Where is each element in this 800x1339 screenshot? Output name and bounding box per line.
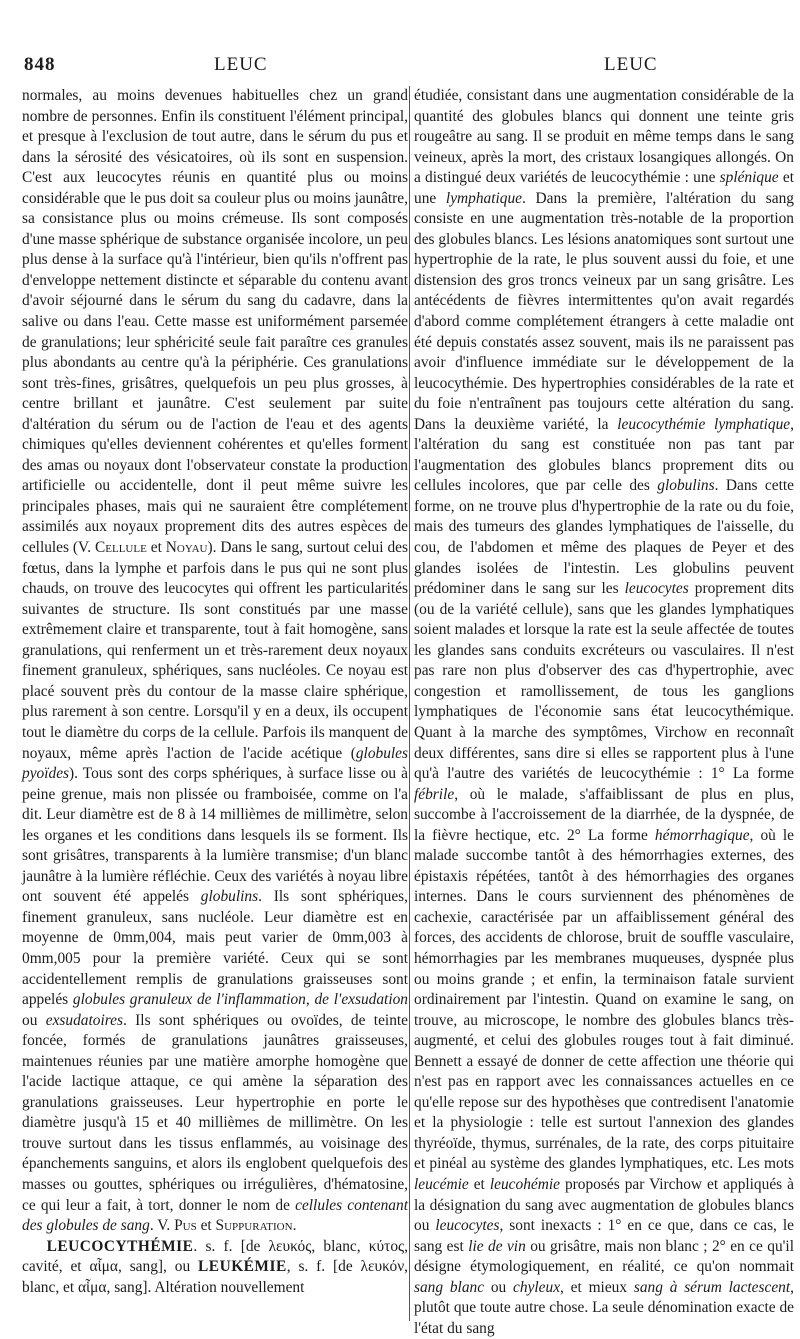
page-number: 848 [24, 54, 56, 75]
entry-leucocythemie: LEUCOCYTHÉMIE. s. f. [de λευκός, blanc, κύτος, cavité, et αἷμα, sang], ou LEUKÉMIE, s. f. [de λευκόν, blanc, et αἷμα, sang]. Altération nouvellement [22, 1237, 409, 1296]
cross-ref-cellule[interactable]: Cellule [94, 539, 147, 557]
left-body-text: normales, au moins devenues habituelles chez un grand nombre de personnes. Enfin ils constituent l'élément principal, et presque à l'exclusion de tout autre, dans le sérum du pus et dans la sérosité des vésicatoires, où ils sont en suspension. C'est aux leucocytes réunis en quantité plus ou moins considérable que le pus doit sa couleur plus ou moins jaunâtre, sa consistance plus ou moins crémeuse. Ils sont composés d'une masse sphérique de substance organisée incolore, un peu plus dense à la surface qu'à l'intérieur, bien qu'ils n'offrent pas d'enveloppe nettement distincte et séparable du contenu avant d'avoir séjourné dans le sérum du sang du cadavre, dans la salive ou dans l'eau. Cette masse est uniformément parsemée de granulations; leur sphéricité seule fait paraître ces granules plus abondants au centre qu'à la périphérie. Ces granulations sont très-fines, grisâtres, quelquefois un peu plus grosses, à centre brillant et jaunâtre. C'est seulement par suite d'altération du sérum ou de l'action de l'eau et des agents chimiques qu'elles deviennent cohérentes et qu'elles forment des amas ou noyaux dont l'observateur constate la production artificielle ou accidentelle, dont il peut même suivre les principales phases, mais qui ne sauraient être complétement assimilés aux noyaux proprement dits des autres espèces de cellules (V. Cellule et Noyau). Dans le sang, surtout celui des fœtus, dans la lymphe et parfois dans le pus qui ne sont plus chauds, on trouve des leucocytes qui offrent les particularités suivantes de structure. Ils sont constitués par une masse extrêmement claire et transparente, tout à fait homogène, sans granulations, qui renferment un et très-rarement deux noyaux finement granuleux, sphériques, sans nucléoles. Ce noyau est placé souvent près du contour de la masse claire sphérique, plus rarement à son centre. Lorsqu'il y en a deux, ils occupent tout le diamètre du corps de la cellule. Parfois ils manquent de noyaux, même après l'action de l'acide acétique (globules pyoïdes). Tous sont des corps sphériques, à surface lisse ou à peine grenue, mais non plissée ou framboisée, comme on l'a dit. Leur diamètre est de 8 à 14 millièmes de millimètre, selon les organes et les conditions dans lesquels ils se forment. Ils sont grisâtres, transparents à la lumière transmise; d'un blanc jaunâtre à la lumière réfléchie. Ceux des variétés à noyau libre ont souvent été appelés globulins. Ils sont sphériques, finement granuleux, sans nucléole. Leur diamètre est en moyenne de 0mm,004, mais peut varier de 0mm,003 à 0mm,005 pour la première variété. Ceux qui se sont accidentellement remplis de granulations graisseuses sont appelés globules granuleux de l'inflammation, de l'exsudation ou exsudatoires. Ils sont sphériques ou ovoïdes, de teinte foncée, formés de granulations jaunâtres graisseuses, maintenues réunies par une matière amorphe homogène que l'acide lactique attaque, ce qui amène la séparation des granulations graisseuses. Leur hypertrophie en porte le diamètre jusqu'à 15 et 40 millièmes de millimètre. On les trouve surtout dans les tissus enflammés, au voisinage des épanchements sanguins, et alors ils englobent quelquefois des masses ou gouttes, sphériques ou irrégulières, d'hématosine, ce qui leur a fait, à tort, donner le nom de cellules contenant des globules de sang. V. Pus et Suppuration. [22, 87, 408, 1235]
cross-ref-pus[interactable]: Pus [174, 1217, 197, 1235]
entry-headword: LEUCOCYTHÉMIE [46, 1237, 194, 1255]
cross-ref-suppuration[interactable]: Suppuration [215, 1217, 293, 1235]
text-columns [22, 86, 795, 1337]
running-header [24, 52, 786, 80]
right-running-head: LEUC [604, 54, 658, 75]
left-running-head: LEUC [214, 54, 268, 75]
entry-headword-alt: LEUKÉMIE [198, 1258, 287, 1276]
right-body-text: étudiée, consistant dans une augmentation considérable de la quantité des globules blancs qui donnent une teinte gris rougeâtre au sang. Il se produit en même temps dans le sang veineux, après la mort, des cristaux losangiques allongés. On a distingué deux variétés de leucocythémie : une splénique et une lymphatique. Dans la première, l'altération du sang consiste en une augmentation très-notable de la proportion des globules blancs. Les lésions anatomiques sont surtout une hypertrophie de la rate, le plus souvent aussi du foie, et une distension des gros troncs veineux par un sang grisâtre. Les antécédents de fièvres intermittentes qu'on avait regardés d'abord comme complétement étrangers à cette maladie ont été depuis constatés assez souvent, mais ils ne paraissent pas avoir d'influence immédiate sur le développement de la leucocythémie. Des hypertrophies considérables de la rate et du foie n'entraînent pas toujours cette altération du sang. Dans la deuxième variété, la leucocythémie lymphatique, l'altération du sang est constituée non pas tant par l'augmentation des globules blancs proprement dits ou cellules incolores, que par celle des globulins. Dans cette forme, on ne trouve plus d'hypertrophie de la rate ou du foie, mais des tumeurs des glandes lymphatiques de l'aisselle, du cou, de l'abdomen et même des plaques de Peyer et des glandes isolées de l'intestin. Les globulins peuvent prédominer dans le sang sur les leucocytes proprement dits (ou de la variété cellule), sans que les glandes lymphatiques soient malades et lorsque la rate est la seule affectée de toutes les glandes sans conduits excréteurs ou vasculaires. Il n'est pas rare non plus d'observer des cas d'hypertrophie, avec congestion et ramollissement, de tous les ganglions lymphatiques de l'économie sans état leucocythémique. Quant à la marche des symptômes, Virchow en reconnaît deux différentes, sans dire si elles se rapportent plus à l'une qu'à l'autre des variétés de leucocythémie : 1° La forme fébrile, où le malade, s'affaiblissant de plus en plus, succombe à l'accroissement de la diarrhée, de la dyspnée, de la fièvre hectique, etc. 2° La forme hémorrhagique, où le malade succombe tantôt à des hémorrhagies externes, des épistaxis répétées, tantôt à des hémorrhagies des organes internes. Dans le cours surviennent des phénomènes de cachexie, caractérisée par un affaiblissement général des forces, des accidents de chlorose, bruit de souffle vasculaire, hémorrhagies par les membranes muqueuses, dyspnée plus ou moins grande ; et enfin, la terminaison fatale survient ordinairement par l'intestin. Quand on examine le sang, on trouve, au microscope, le nombre des globules blancs très-augmenté, et celui des globules rouges tout à fait diminué. Bennett a essayé de donner de cette affection une théorie qui n'est pas en rapport avec les connaissances actuelles en ce qu'elle repose sur des hypothèses que contredisent l'anatomie et la physiologie : telle est surtout l'annexion des glandes thyréoïde, thymus, surrénales, de la rate, des corps pituitaire et pinéal au système des glandes lymphatiques, etc. Les mots leucémie et leucohémie proposés par Virchow et appliqués à la désignation du sang avec augmentation de globules blancs ou leucocytes, sont inexacts : 1° en ce que, dans ce cas, le sang est lie de vin ou grisâtre, mais non blanc ; 2° en ce qu'il désigne étymologiquement, en réalité, ce qu'on nommait sang blanc ou chyleux, et mieux sang à sérum lactescent, plutôt que toute autre chose. La seule dénomination exacte de l'état du sang [414, 87, 795, 1337]
right-column [414, 86, 794, 1339]
left-column [22, 86, 408, 1298]
cross-ref-noyau[interactable]: Noyau [165, 539, 208, 557]
